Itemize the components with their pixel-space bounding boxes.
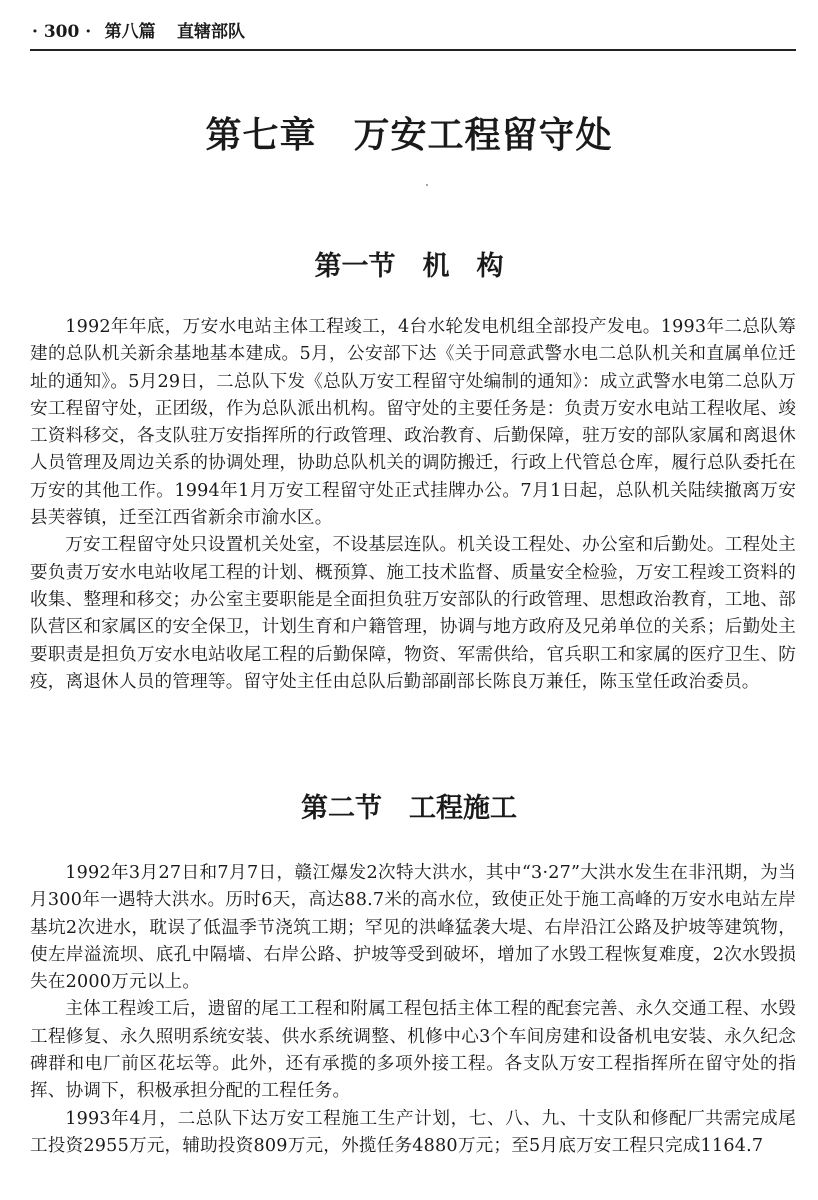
section-1-body [30, 314, 796, 696]
page-number: · 300 · [32, 22, 92, 42]
paragraph: 1993年4月，二总队下达万安工程施工生产计划，七、八、九、十支队和修配厂共需完成尾工投资2955万元，辅助投资809万元，外揽任务4880万元；至5月底万安工程只完成1164.7 [30, 1108, 796, 1156]
part-label: 第八篇 [104, 22, 156, 42]
header-rule [30, 49, 796, 51]
running-header [32, 18, 792, 50]
paragraph: 主体工程竣工后，遗留的尾工工程和附属工程包括主体工程的配套完善、永久交通工程、水毁工程修复、永久照明系统安装、供水系统调整、机修中心3个车间房建和设备机电安装、永久纪念碑群和电厂前区花坛等。此外，还有承揽的多项外接工程。各支队万安工程指挥所在留守处的指挥、协调下，积极承担分配的工程任务。 [30, 999, 796, 1102]
paragraph: 万安工程留守处只设置机关处室，不设基层连队。机关设工程处、办公室和后勤处。工程处主要负责万安水电站收尾工程的计划、概预算、施工技术监督、质量安全检验，万安工程竣工资料的收集、整理和移交；办公室主要职能是全面担负驻万安部队的行政管理、思想政治教育，工地、部队营区和家属区的安全保卫，计划生育和户籍管理，协调与地方政府及兄弟单位的关系；后勤处主要职责是担负万安水电站收尾工程的后勤保障，物资、军需供给，官兵职工和家属的医疗卫生、防疫，离退休人员的管理等。留守处主任由总队后勤部副部长陈良万兼任，陈玉堂任政治委员。 [30, 535, 796, 692]
section-label: 直辖部队 [176, 22, 245, 42]
ink-speck [426, 184, 428, 186]
section-2-body [30, 860, 796, 1160]
section-title-2: 第二节 工程施工 [301, 793, 517, 824]
paragraph: 1992年年底，万安水电站主体工程竣工，4台水轮发电机组全部投产发电。1993年二总队筹建的总队机关新余基地基本建成。5月，公安部下达《关于同意武警水电二总队机关和直属单位迁址的通知》。5月29日，二总队下发《总队万安工程留守处编制的通知》：成立武警水电第二总队万安工程留守处，正团级，作为总队派出机构。留守处的主要任务是：负责万安水电站工程收尾、竣工资料移交，各支队驻万安指挥所的行政管理、政治教育、后勤保障，驻万安的部队家属和离退休人员管理及周边关系的协调处理，协助总队机关的调防搬迁，行政上代管总仓库，履行总队委托在万安的其他工作。1994年1月万安工程留守处正式挂牌办公。7月1日起，总队机关陆续撤离万安县芙蓉镇，迁至江西省新余市渝水区。 [30, 317, 796, 529]
section-title-1: 第一节 机 构 [314, 251, 504, 282]
chapter-title: 第七章 万安工程留守处 [205, 115, 613, 156]
paragraph: 1992年3月27日和7月7日，赣江爆发2次特大洪水，其中“3·27”大洪水发生在非汛期，为当月300年一遇特大洪水。历时6天，高达88.7米的高水位，致使正处于施工高峰的万安水电站左岸基坑2次进水，耽误了低温季节浇筑工期；罕见的洪峰猛袭大堤、右岸沿江公路及护坡等建筑物，使左岸溢流坝、底孔中隔墙、右岸公路、护坡等受到破坏，增加了水毁工程恢复难度，2次水毁损失在2000万元以上。 [30, 863, 796, 993]
